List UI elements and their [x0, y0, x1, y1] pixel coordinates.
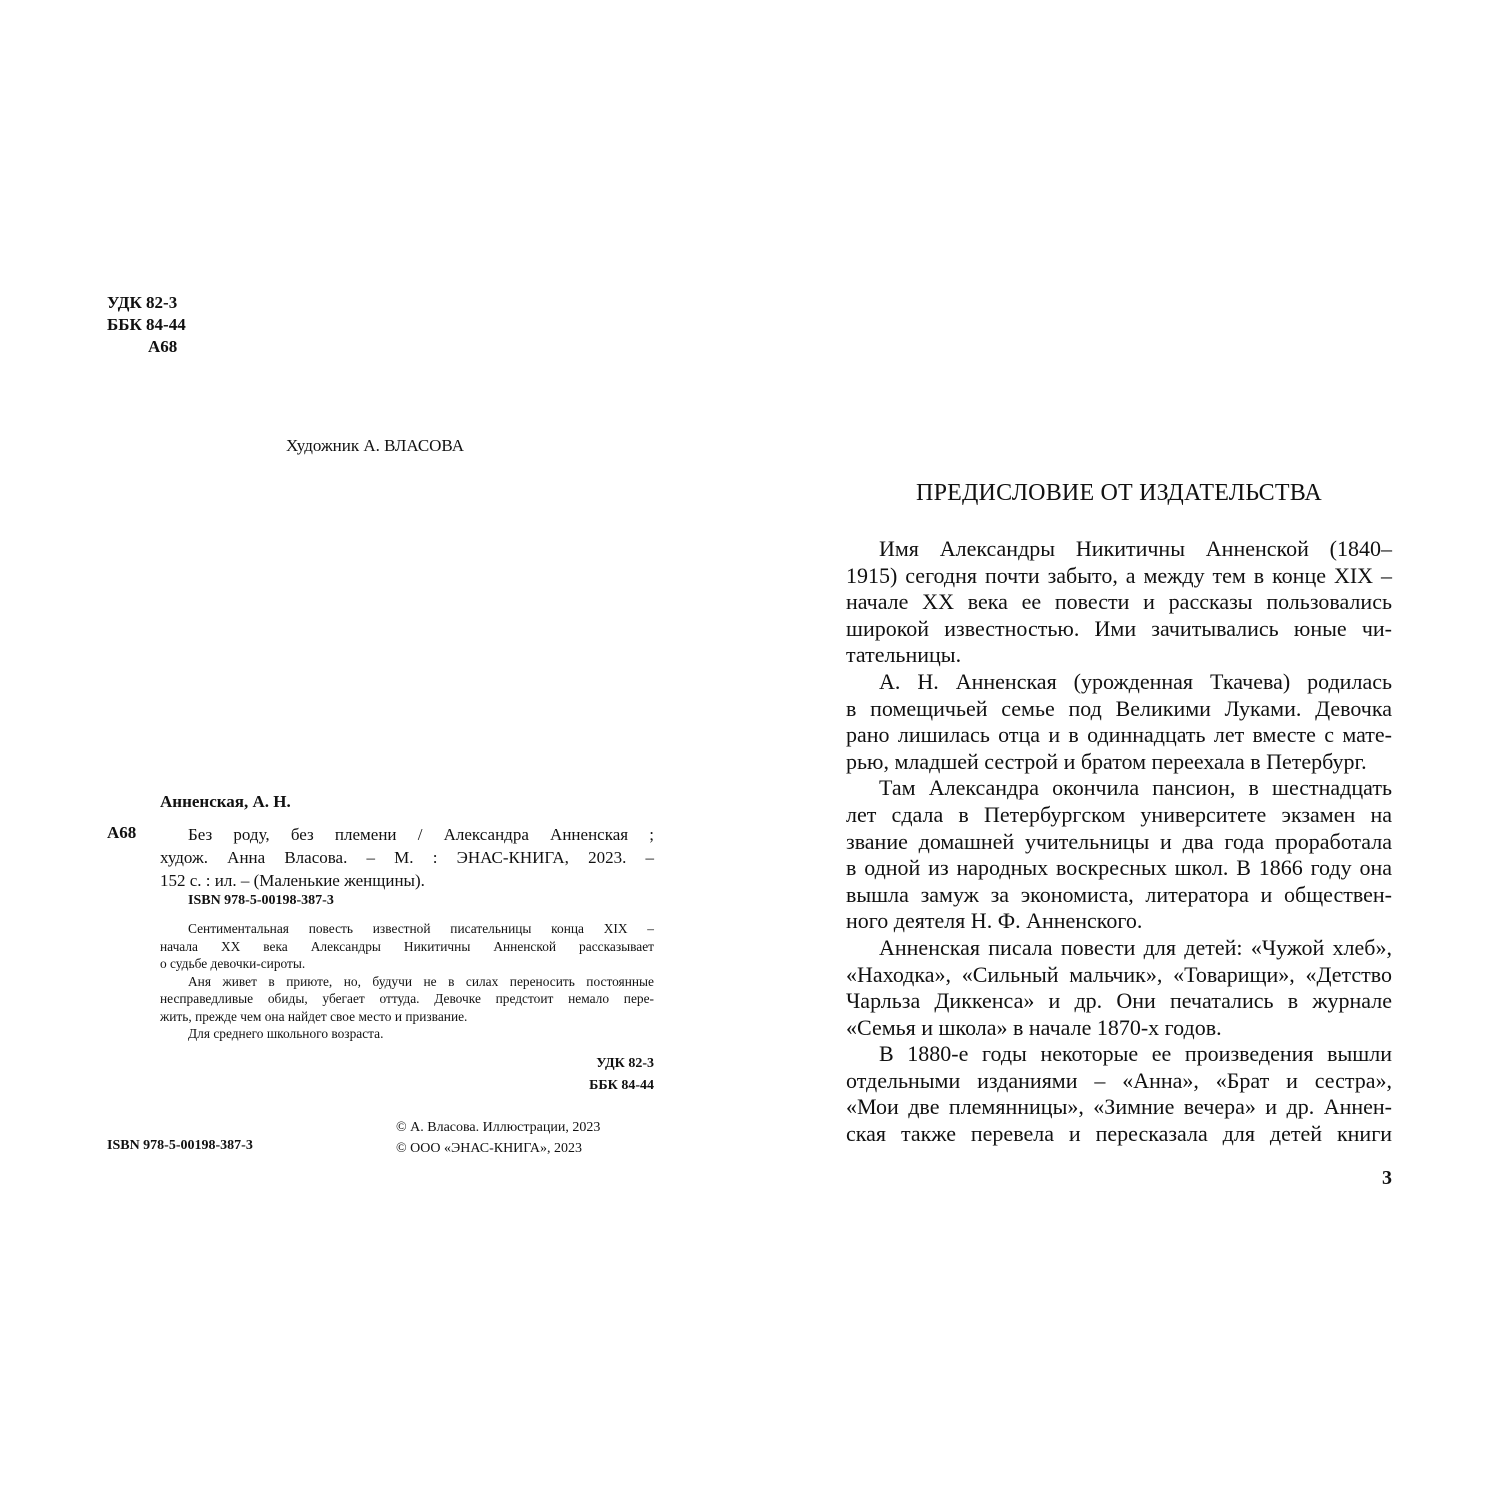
text-line: Анненская писала повести для детей: «Чужой хлеб»,	[879, 934, 1392, 960]
copyright-illustrations: © А. Власова. Иллюстрации, 2023	[396, 1120, 601, 1135]
text-line: вышла замуж за экономиста, литератора и обществен-	[846, 881, 1392, 907]
text-line: Чарльза Диккенса» и др. Они печатались в журнале	[846, 988, 1392, 1014]
annotation-line: несправедливые обиды, убегает оттуда. Девочке предстоит немало пере-	[160, 991, 654, 1006]
udc-code: УДК 82-3	[107, 293, 178, 312]
annotation	[160, 920, 654, 1043]
author-mark: А68	[148, 337, 178, 356]
annotation-line: Сентиментальная повесть известной писательницы конца XIX –	[188, 921, 654, 936]
copyright-block	[396, 1117, 600, 1159]
card-description-line: 152 с. : ил. – (Маленькие женщины).	[160, 871, 425, 890]
copyright-publisher: © ООО «ЭНАС-КНИГА», 2023	[396, 1141, 582, 1156]
text-line: лет сдала в Петербургском университете экзамен на	[846, 801, 1392, 827]
text-line: широкой известностью. Ими зачитывались юные чи-	[846, 615, 1392, 641]
card-isbn: ISBN 978-5-00198-387-3	[188, 893, 334, 908]
text-line: ного деятеля Н. Ф. Анненского.	[846, 908, 1143, 934]
text-line: «Мои две племянницы», «Зимние вечера» и др. Аннен-	[846, 1094, 1392, 1120]
text-line: тательницы.	[846, 642, 962, 668]
card-description-line: Без роду, без племени / Александра Анненская ;	[188, 825, 654, 844]
card-author: Анненская, А. Н.	[160, 792, 291, 811]
card-index: А68	[107, 823, 137, 842]
annotation-line: жить, прежде чем она найдет свое место и призвание.	[160, 1008, 468, 1024]
isbn-bottom: ISBN 978-5-00198-387-3	[107, 1138, 253, 1153]
text-line: ская также перевела и пересказала для детей книги	[846, 1121, 1392, 1147]
text-line: в одной из народных воскресных школ. В 1866 году она	[846, 855, 1392, 881]
card-codes	[520, 1053, 654, 1097]
text-line: в помещичьей семье под Великими Луками. Девочка	[846, 695, 1392, 721]
text-line: «Находка», «Сильный мальчик», «Товарищи», «Детство	[846, 961, 1392, 987]
text-line: «Семья и школа» в начале 1870-х годов.	[846, 1014, 1222, 1040]
annotation-line: о судьбе девочки-сироты.	[160, 956, 306, 971]
text-line: рью, младшей сестрой и братом переехала в Петербург.	[846, 748, 1367, 774]
classification-codes	[107, 292, 186, 358]
card-description	[160, 823, 654, 892]
page-number: 3	[1382, 1167, 1392, 1189]
preface-text	[846, 536, 1392, 1148]
text-line: начале XX века ее повести и рассказы пользовались	[846, 589, 1392, 615]
bbk-code: ББК 84-44	[107, 315, 186, 334]
annotation-line: Для среднего школьного возраста.	[188, 1026, 384, 1041]
artist-credit: Художник А. ВЛАСОВА	[286, 436, 464, 455]
card-bbk: ББК 84-44	[589, 1078, 654, 1093]
text-line: Имя Александры Никитичны Анненской (1840–	[879, 536, 1392, 561]
annotation-line: Аня живет в приюте, но, будучи не в силах переносить постоянные	[188, 973, 654, 989]
text-line: 1915) сегодня почти забыто, а между тем в конце XIX –	[846, 562, 1392, 588]
page-title: ПРЕДИСЛОВИЕ ОТ ИЗДАТЕЛЬСТВА	[916, 480, 1322, 506]
text-line: В 1880-е годы некоторые ее произведения вышли	[879, 1041, 1392, 1067]
card-udc: УДК 82-3	[596, 1056, 654, 1071]
text-line: А. Н. Анненская (урожденная Ткачева) родилась	[879, 668, 1392, 694]
text-line: рано лишилась отца и в одиннадцать лет вместе с мате-	[846, 722, 1392, 748]
text-line: Там Александра окончила пансион, в шестнадцать	[879, 775, 1392, 801]
text-line: отдельными изданиями – «Анна», «Брат и сестра»,	[846, 1067, 1392, 1093]
card-description-line: худож. Анна Власова. – М. : ЭНАС-КНИГА, 2023. –	[160, 848, 654, 867]
annotation-line: начала XX века Александры Никитичны Анненской рассказывает	[160, 938, 654, 954]
text-line: звание домашней учительницы и два года проработала	[846, 828, 1392, 854]
